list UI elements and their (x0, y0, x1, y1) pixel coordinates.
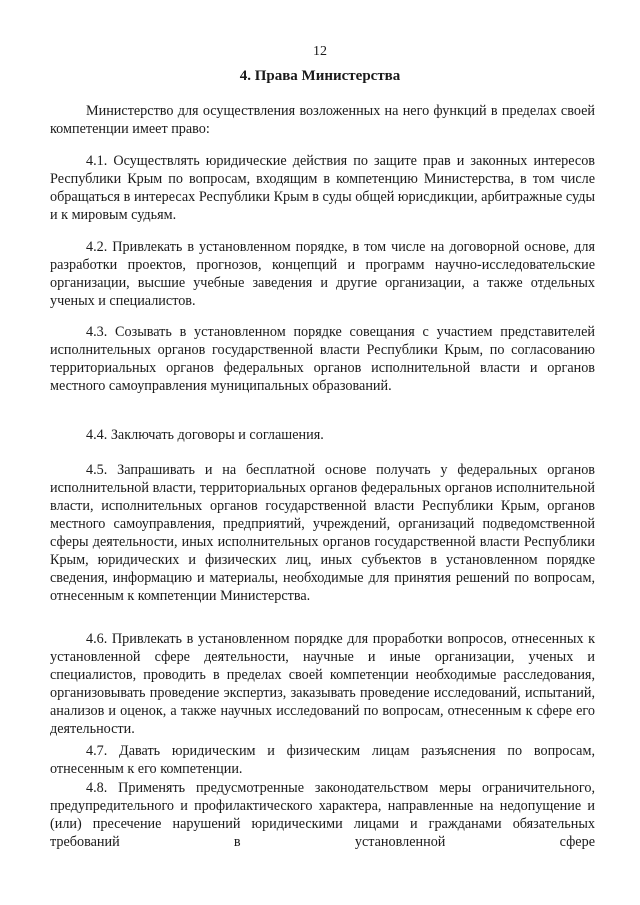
paragraph-4-5: 4.5. Запрашивать и на бесплатной основе получать у федеральных органов исполнительной власти, территориальных органов федеральных органов исполнительной власти, исполнительных органов государственной власти Республики Крым, органов местного самоуправления, предприятий, учреждений, организаций подведомственной сферы деятельности, иных исполнительных органов государственной власти Республики Крым, юридических и физических лиц, иных субъектов в установленном порядке сведения, информацию и материалы, необходимые для принятия решений по вопросам, отнесенным к компетенции Министерства. (50, 462, 595, 604)
paragraph-4-7: 4.7. Давать юридическим и физическим лицам разъяснения по вопросам, отнесенным к его компетенции. (50, 743, 595, 777)
page-number: 12 (313, 44, 327, 59)
paragraph-4-3: 4.3. Созывать в установленном порядке совещания с участием представителей исполнительных органов государственной власти Республики Крым, по согласованию территориальных органов федеральных органов исполнительной власти и органов местного самоуправления муниципальных образований. (50, 324, 595, 394)
paragraph-4-2: 4.2. Привлекать в установленном порядке, в том числе на договорной основе, для разработки проектов, прогнозов, концепций и программ научно-исследовательские организации, высшие учебные заведения и другие организации, а также отдельных ученых и специалистов. (50, 239, 595, 309)
paragraph-4-1: 4.1. Осуществлять юридические действия по защите прав и законных интересов Республики Крым по вопросам, входящим в компетенцию Министерства, в том числе обращаться в интересах Республики Крым в суды общей юрисдикции, арбитражные суды и к мировым судьям. (50, 153, 595, 223)
paragraph-4-4: 4.4. Заключать договоры и соглашения. (86, 427, 324, 443)
paragraph-4-6: 4.6. Привлекать в установленном порядке для проработки вопросов, отнесенных к установленной сфере деятельности, научные и иные организации, ученых и специалистов, проводить в пределах своей компетенции необходимые расследования, организовывать проведение экспертиз, заказывать проведение исследований, испытаний, анализов и оценок, а также научных исследований по вопросам, отнесенным к сфере его деятельности. (50, 631, 595, 737)
section-title: 4. Права Министерства (239, 68, 401, 84)
paragraph-4-8: 4.8. Применять предусмотренные законодательством меры ограничительного, предупредительного и профилактического характера, направленные на недопущение и (или) пресечение нарушений юридическими лицами и гражданами обязательных требований в установленной сфере (50, 780, 595, 850)
intro-paragraph: Министерство для осуществления возложенных на него функций в пределах своей компетенции имеет право: (50, 103, 595, 137)
